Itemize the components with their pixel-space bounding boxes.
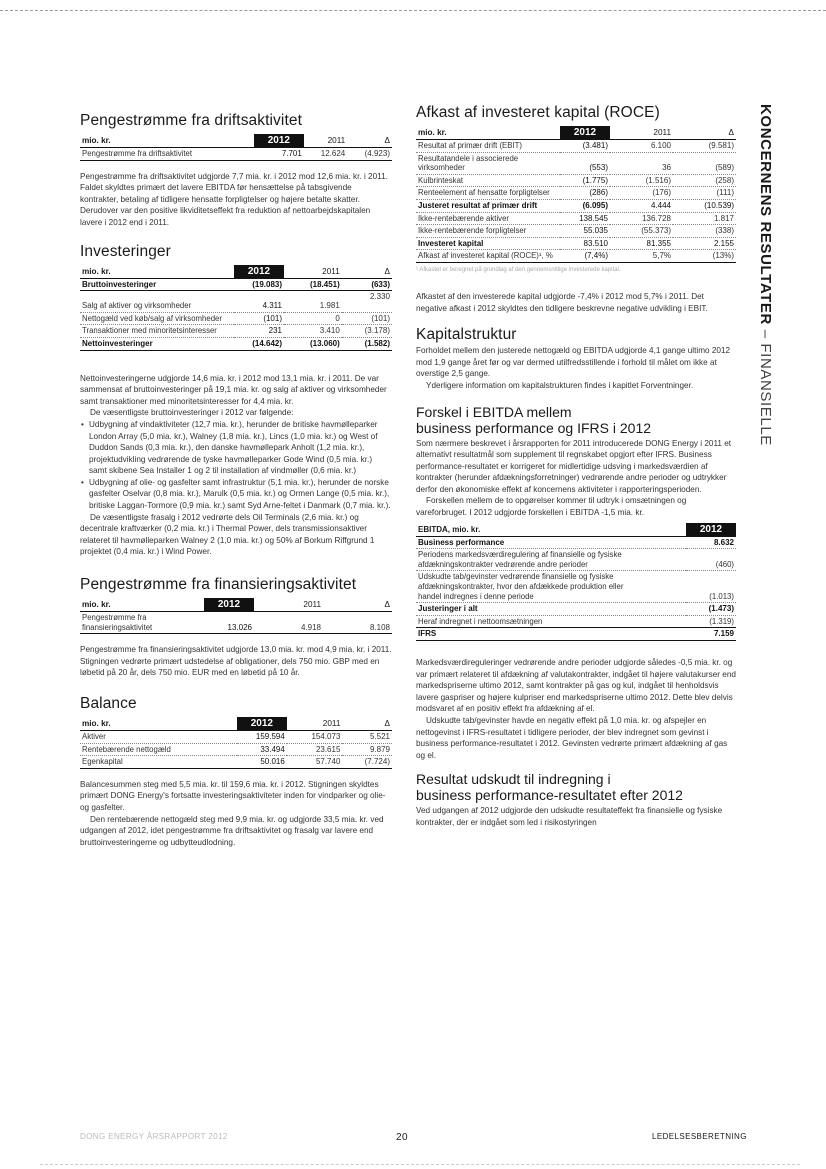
table-row	[416, 152, 736, 174]
diff-text-2	[416, 657, 736, 761]
value-2011: (176)	[610, 187, 673, 200]
deferred-title	[416, 771, 736, 803]
value-delta: (589)	[673, 152, 736, 174]
balance-table	[80, 717, 392, 769]
paragraph: Udskudte tab/gevinster havde en negativ effekt på 1,0 mia. kr. og afspejler en nettogevinst i IFRS-resultatet i tidligere perioder, der blev indregnet som gevinst i business performance-resultatet i 2012. Gevinsten vedrørte primært afdækning af gas og el.	[416, 715, 728, 760]
value-2011: 36	[610, 152, 673, 174]
col-header-2012: 2012	[254, 134, 304, 148]
paragraph: Afkastet af den investerede kapital udgjorde -7,4% i 2012 mod 5,7% i 2011. Det negative afkast i 2012 skyldtes den tidligere beskrevne negative udvikling i EBIT.	[416, 291, 708, 313]
table-row	[416, 603, 736, 616]
footer-section-name: LEDELSESBERETNING	[652, 1132, 747, 1141]
table-row	[416, 187, 736, 200]
paragraph: Forskellen mellem de to opgørelser kommer til udtryk i omsætningen og vareforbruget. I 2012 udgjorde forskellen i EBITDA -1,5 mia. kr.	[416, 496, 687, 518]
value-2012: (1.775)	[560, 174, 610, 187]
paragraph: Balancesummen steg med 5,5 mia. kr. til 159,6 mia. kr. i 2012. Stigningen skyldtes primært DONG Energy's fortsatte investeringsaktiviteter inden for vindparker og olie- og gasfelter.	[80, 779, 386, 812]
col-header-2012: 2012	[686, 523, 736, 537]
value-delta: (338)	[673, 225, 736, 238]
value-2011: (13.060)	[284, 337, 342, 350]
value-2012: (460)	[686, 549, 736, 571]
value-delta: 1.817	[673, 212, 736, 225]
col-header-2012: 2012	[204, 598, 254, 612]
row-label: Aktiver	[80, 731, 237, 744]
paragraph: Markedsværdireguleringer vedrørende andre perioder udgjorde således -0,5 mia. kr. og var primært relateret til afdækning af valutakontrakter, indgået til højere valutakurser end markedspriserne ultimo 2012, samt kontrakter på gas og kul, indgået til henholdsvis lavere gaspriser og højere kulpriser end markedspriserne ultimo 2012. Dette blev delvis modsvaret af en positiv effekt fra afdækning af el.	[416, 658, 736, 714]
cf-fin-title: Pengestrømme fra finansieringsaktivitet	[80, 576, 357, 594]
section-title-bold: KONCERNENS RESULTATER	[757, 104, 774, 325]
value-2012: 7.701	[254, 148, 304, 161]
row-label: Periodens markedsværdiregulering af finansielle og fysiske afdækningskontrakter vedrørende andre perioder	[416, 549, 686, 571]
row-label: Kulbrinteskat	[416, 174, 560, 187]
ebitda-table	[416, 523, 736, 641]
bottom-divider	[40, 1164, 800, 1165]
right-column	[416, 104, 736, 829]
col-header-2011: 2011	[254, 598, 323, 612]
bullet-list	[80, 419, 392, 512]
row-label: Business performance	[416, 536, 686, 549]
value-2012: (1.473)	[686, 603, 736, 616]
value-2011: (1.516)	[610, 174, 673, 187]
table-row	[416, 628, 736, 641]
value-2012: (101)	[234, 312, 284, 325]
value-2012: 159.594	[237, 731, 287, 744]
table-row	[80, 612, 392, 634]
row-label: Resultat af primær drift (EBIT)	[416, 140, 560, 153]
value-2012: (1.013)	[686, 571, 736, 603]
table-row	[80, 312, 392, 325]
value-2012: 55.035	[560, 225, 610, 238]
row-label: Transaktioner med minoritetsinteresser	[80, 325, 234, 338]
value-2012: 33.494	[237, 743, 287, 756]
list-item: • Udbygning af vindaktiviteter (12,7 mia. kr.), herunder de britiske havmølleparker London Array (5,0 mia. kr.), Walney (1,8 mia. kr.), Lincs (1,0 mia. kr.) og West of Duddon Sands (0,3 mia. kr.), den danske havmøllepark Anholt (1,2 mia. kr.), projektudvikling vedrørende de tyske havmølleparker Gode Wind (0,5 mia. kr.) samt skibene Sea Installer 1 og 2 til installation af vindmøller (0,6 mia. kr.)	[89, 419, 392, 477]
capital-text	[416, 345, 736, 391]
value-2011: 3.410	[284, 325, 342, 338]
value-2011: 0	[284, 312, 342, 325]
cf-fin-table	[80, 598, 392, 634]
row-label: Ikke-rentebærende forpligtelser	[416, 225, 560, 238]
table-row	[416, 140, 736, 153]
value-2012: 7.159	[686, 628, 736, 641]
col-header-2011: 2011	[304, 134, 347, 148]
deferred-title-line2: business performance-resultatet efter 2012	[416, 787, 683, 804]
value-2012: 138.545	[560, 212, 610, 225]
value-delta: (3.178)	[342, 325, 392, 338]
value-delta: (111)	[673, 187, 736, 200]
list-item: • Udbygning af olie- og gasfelter samt infrastruktur (5,1 mia. kr.), herunder de norske gasfelter Oselvar (0,8 mia. kr.), Marulk (0,5 mia. kr.) og Ormen Lange (0,5 mia. kr.), britiske Laggan-Tormore (0,9 mia. kr.) samt Syd Arne-feltet i Danmark (0,7 mia. kr.).	[89, 477, 392, 512]
col-header-delta: Δ	[342, 717, 392, 731]
table-row	[416, 174, 736, 187]
row-label: Heraf indregnet i nettoomsætningen	[416, 615, 686, 628]
col-header-unit: mio. kr.	[80, 265, 234, 279]
deferred-title-line1: Resultat udskudt til indregning i	[416, 771, 611, 788]
value-2012: 50.016	[237, 756, 287, 769]
paragraph: Ved udgangen af 2012 udgjorde den udskudte resultateffekt fra finansielle og fysiske kontrakter, der er indgået som led i risikostyringen	[416, 806, 723, 827]
footer-report-name: DONG ENERGY ÅRSRAPPORT 2012	[80, 1132, 228, 1141]
row-label: Pengestrømme fra finansieringsaktivitet	[80, 612, 204, 634]
value-delta: 9.879	[342, 743, 392, 756]
value-2011: 1.981	[284, 291, 342, 313]
diff-title-line1: Forskel i EBITDA mellem	[416, 403, 572, 420]
table-row	[80, 743, 392, 756]
value-delta: (9.581)	[673, 140, 736, 153]
value-2012: (19.083)	[234, 278, 284, 291]
value-2012: (3.481)	[560, 140, 610, 153]
row-label: Udskudte tab/gevinster vedrørende finansielle og fysiske afdækningskontrakter, hvor den afdækkede produktion eller handel indregnes i denne periode	[416, 571, 686, 603]
col-header-2012: 2012	[234, 265, 284, 279]
col-header-2012: 2012	[560, 126, 610, 140]
table-row	[416, 536, 736, 549]
row-label: Investeret kapital	[416, 237, 560, 250]
cf-fin-text	[80, 644, 392, 679]
table-row	[80, 278, 392, 291]
value-2011: (18.451)	[284, 278, 342, 291]
row-label: Ikke-rentebærende aktiver	[416, 212, 560, 225]
paragraph: De væsentligste frasalg i 2012 vedrørte dels Oil Terminals (2,6 mia. kr.) og decentrale kraftværker (0,2 mia. kr.) i Thermal Power, dels transmissionsaktiver relateret til havmølleparken Walney 2 (1,0 mia. kr.) og 50% af Borkum Riffgrund 1 projektet (0,4 mia. kr.) i Wind Power.	[80, 512, 375, 557]
col-header-delta: Δ	[342, 265, 392, 279]
col-header-unit: mio. kr.	[80, 134, 254, 148]
row-label: Bruttoinvesteringer	[80, 278, 234, 291]
row-label: Nettoinvesteringer	[80, 337, 234, 350]
value-delta: 2.155	[673, 237, 736, 250]
table-row	[416, 212, 736, 225]
col-header-delta: Δ	[323, 598, 392, 612]
inv-text	[80, 373, 392, 559]
cf-op-title: Pengestrømme fra driftsaktivitet	[80, 112, 302, 129]
col-header-2012: 2012	[237, 717, 287, 731]
table-row	[416, 199, 736, 212]
value-2012: (553)	[560, 152, 610, 174]
deferred-text	[416, 805, 736, 828]
row-label: Nettogæld ved køb/salg af virksomheder	[80, 312, 234, 325]
row-label: Justeret resultat af primær drift	[416, 199, 560, 212]
cf-op-text	[80, 171, 392, 229]
value-2011: 81.355	[610, 237, 673, 250]
value-delta: 5.521	[342, 731, 392, 744]
table-row	[80, 325, 392, 338]
value-delta: (7.724)	[342, 756, 392, 769]
value-2011: (55.373)	[610, 225, 673, 238]
paragraph: Forholdet mellem den justerede nettogæld og EBITDA udgjorde 4,1 gange ultimo 2012 mod 1,9 gange året før og var dermed utilfredsstillende i forhold til målet om ikke at overstige 2,5 gange.	[416, 346, 731, 379]
paragraph: Pengestrømme fra driftsaktivitet udgjorde 7,7 mia. kr. i 2012 mod 12,6 mia. kr. i 2011. Faldet skyldtes primært det lavere EBITDA før hensættelse på tabsgivende kontrakter, betaling af tidligere hensatte forpligtelser og højere betalte skatter. Derudover var den positive likviditetseffekt fra reduktion af nettoarbejdskapitalen lavere i 2012 end i 2011.	[80, 171, 388, 227]
value-2012: 83.510	[560, 237, 610, 250]
table-row	[416, 549, 736, 571]
balance-title: Balance	[80, 695, 137, 712]
section-title-vertical	[757, 104, 774, 446]
value-2011: 154.073	[287, 731, 343, 744]
table-row	[80, 756, 392, 769]
value-2011: 57.740	[287, 756, 343, 769]
row-label: Afkast af investeret kapital (ROCE)¹, %	[416, 250, 560, 263]
table-row	[80, 291, 392, 313]
roce-title: Afkast af investeret kapital (ROCE)	[416, 104, 660, 121]
roce-footnote: ¹ Afkastet er beregnet på grundlag af den gennemsnitlige investerede kapital.	[416, 266, 621, 273]
value-2012: 231	[234, 325, 284, 338]
value-2011: 4.918	[254, 612, 323, 634]
col-header-2011: 2011	[284, 265, 342, 279]
col-header-unit: mio. kr.	[416, 126, 560, 140]
value-2012: 4.311	[234, 291, 284, 313]
paragraph: Den rentebærende nettogæld steg med 9,9 mia. kr. og udgjorde 33,5 mia. kr. ved udgangen af 2012, idet pengestrømme fra driftsaktivitet og frasalg var lavere end bruttoinvesteringerne og udbytteudlodning.	[80, 814, 384, 847]
value-2012: (14.642)	[234, 337, 284, 350]
value-2012: (1.319)	[686, 615, 736, 628]
paragraph: De væsentligste bruttoinvesteringer i 2012 var følgende:	[90, 408, 294, 418]
value-2011: 12.624	[304, 148, 347, 161]
col-header-ebitda: EBITDA, mio. kr.	[416, 523, 686, 537]
left-column	[80, 112, 392, 848]
value-delta: (1.582)	[342, 337, 392, 350]
table-row	[416, 225, 736, 238]
cf-op-table	[80, 134, 392, 161]
table-row	[416, 237, 736, 250]
table-row	[416, 571, 736, 603]
top-divider	[0, 10, 826, 11]
diff-title	[416, 404, 736, 436]
value-2012: (6.095)	[560, 199, 610, 212]
row-label: Rentebærende nettogæld	[80, 743, 237, 756]
value-delta: 2.330	[342, 291, 392, 313]
capital-title: Kapitalstruktur	[416, 326, 517, 344]
col-header-delta: Δ	[673, 126, 736, 140]
value-2012: 13.026	[204, 612, 254, 634]
paragraph: Nettoinvesteringerne udgjorde 14,6 mia. kr. i 2012 mod 13,1 mia. kr. i 2011. De var sammensat af bruttoinvesteringer på 19,1 mia. kr. og salg af aktiver og virksomheder samt transaktioner med minoritetsinteresser for 4,4 mia. kr.	[80, 373, 387, 406]
value-2012: (7,4%)	[560, 250, 610, 263]
value-2011: 23.615	[287, 743, 343, 756]
row-label: Renteelement af hensatte forpligtelser	[416, 187, 560, 200]
row-label: Egenkapital	[80, 756, 237, 769]
paragraph: Yderligere information om kapitalstrukturen findes i kapitlet Forventninger.	[426, 380, 694, 390]
value-delta: (101)	[342, 312, 392, 325]
value-2011: 5,7%	[610, 250, 673, 263]
section-sidebar	[752, 104, 774, 446]
footer-page-number: 20	[396, 1132, 408, 1143]
value-delta: (13%)	[673, 250, 736, 263]
table-row	[416, 250, 736, 263]
row-label: Salg af aktiver og virksomheder	[80, 291, 234, 313]
value-delta: (10.539)	[673, 199, 736, 212]
table-row	[80, 731, 392, 744]
row-label: Pengestrømme fra driftsaktivitet	[80, 148, 254, 161]
paragraph: Pengestrømme fra finansieringsaktivitet udgjorde 13,0 mia. kr. mod 4,9 mia. kr. i 2011. Stigningen vedrørte primært udstedelse af obligationer, dels 750 mio. GBP med en løbetid på 20 år, dels 750 mio. EUR med en løbetid på 10 år.	[80, 645, 392, 678]
col-header-delta: Δ	[347, 134, 392, 148]
value-2012: (286)	[560, 187, 610, 200]
col-header-unit: mio. kr.	[80, 717, 237, 731]
col-header-2011: 2011	[610, 126, 673, 140]
value-delta: (258)	[673, 174, 736, 187]
table-row	[416, 615, 736, 628]
value-2011: 6.100	[610, 140, 673, 153]
diff-title-line2: business performance og IFRS i 2012	[416, 419, 652, 436]
value-2012: 8.632	[686, 536, 736, 549]
inv-title: Investeringer	[80, 242, 171, 260]
value-delta: (4.923)	[347, 148, 392, 161]
row-label: Justeringer i alt	[416, 603, 686, 616]
col-header-2011: 2011	[287, 717, 343, 731]
roce-table	[416, 126, 736, 263]
value-2011: 4.444	[610, 199, 673, 212]
diff-text	[416, 438, 736, 519]
row-label: IFRS	[416, 628, 686, 641]
value-delta: (633)	[342, 278, 392, 291]
inv-table	[80, 265, 392, 351]
table-row	[80, 148, 392, 161]
col-header-unit: mio. kr.	[80, 598, 204, 612]
roce-text	[416, 291, 736, 314]
balance-text	[80, 779, 392, 849]
value-2011: 136.728	[610, 212, 673, 225]
value-delta: 8.108	[323, 612, 392, 634]
section-title-light: – FINANSIELLE	[757, 324, 774, 446]
row-label: Resultatandele i associerede virksomheder	[416, 152, 560, 174]
table-row	[80, 337, 392, 350]
paragraph: Som nærmere beskrevet i årsrapporten for 2011 introducerede DONG Energy i 2011 et alternativt resultatmål som supplement til regnskabet opgjort efter IFRS. Business performance-resultatet er korrigeret for midlertidige udsving i markedsværdien af kontrakter (herunder afdækningsforretninger) vedrørende andre perioder og udtrykker derfor den økonomiske effekt af koncernens aktiviteter i rapporteringsperioden.	[416, 438, 732, 494]
